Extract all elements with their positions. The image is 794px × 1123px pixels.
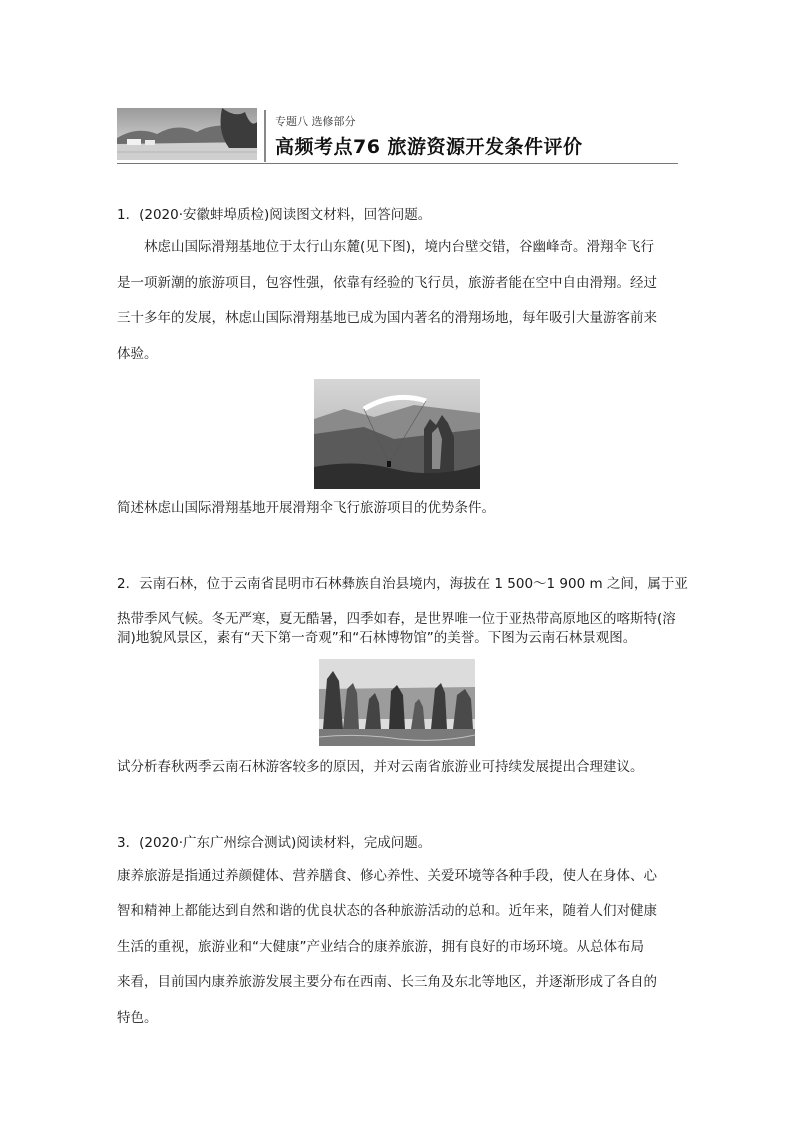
q2-paragraph-line: 热带季风气候。冬无严寒，夏无酷暑，四季如春，是世界唯一位于亚热带高原地区的喀斯特(溶 [117, 611, 676, 627]
q2-paragraph-line: 2．云南石林，位于云南省昆明市石林彝族自治县境内，海拔在 1 500～1 900 m 之间，属于亚 [117, 576, 688, 592]
q3-paragraph-line: 来看，目前国内康养旅游发展主要分布在西南、长三角及东北等地区，并逐渐形成了各自的 [117, 974, 657, 990]
q1-heading: 1．(2020·安徽蚌埠质检)阅读图文材料，回答问题。 [117, 207, 432, 223]
q1-paragraph-line: 体验。 [117, 346, 158, 362]
q3-heading: 3．(2020·广东广州综合测试)阅读材料，完成问题。 [117, 835, 432, 851]
q1-paragraph-line: 林虑山国际滑翔基地位于太行山东麓(见下图)，境内台壁交错，谷幽峰奇。滑翔伞飞行 [144, 239, 655, 255]
q3-paragraph-line: 特色。 [117, 1010, 158, 1026]
q2-task: 试分析春秋两季云南石林游客较多的原因，并对云南省旅游业可持续发展提出合理建议。 [117, 759, 644, 775]
q1-paragraph-line: 三十多年的发展，林虑山国际滑翔基地已成为国内著名的滑翔场地，每年吸引大量游客前来 [117, 310, 657, 326]
header-landscape-image [117, 108, 257, 160]
q1-paragraph-line: 是一项新潮的旅游项目，包容性强，依靠有经验的飞行员，旅游者能在空中自由滑翔。经过 [117, 275, 657, 291]
page-title: 高频考点76 旅游资源开发条件评价 [275, 136, 583, 158]
q3-paragraph-line: 康养旅游是指通过养颜健体、营养膳食、修心养性、关爱环境等各种手段，使人在身体、心 [117, 868, 657, 884]
header-subtitle: 专题八 选修部分 [275, 115, 356, 128]
q3-paragraph-line: 智和精神上都能达到自然和谐的优良状态的各种旅游活动的总和。近年来，随着人们对健康 [117, 903, 657, 919]
stone-forest-photo [319, 659, 475, 746]
q1-task: 简述林虑山国际滑翔基地开展滑翔伞飞行旅游项目的优势条件。 [117, 500, 495, 516]
header-divider [264, 110, 266, 162]
header-rule [117, 163, 678, 164]
paragliding-photo [314, 379, 480, 489]
q2-paragraph-line: 洞)地貌风景区，素有“天下第一奇观”和“石林博物馆”的美誉。下图为云南石林景观图。 [117, 630, 637, 646]
q3-paragraph-line: 生活的重视，旅游业和“大健康”产业结合的康养旅游，拥有良好的市场环境。从总体布局 [117, 939, 644, 955]
